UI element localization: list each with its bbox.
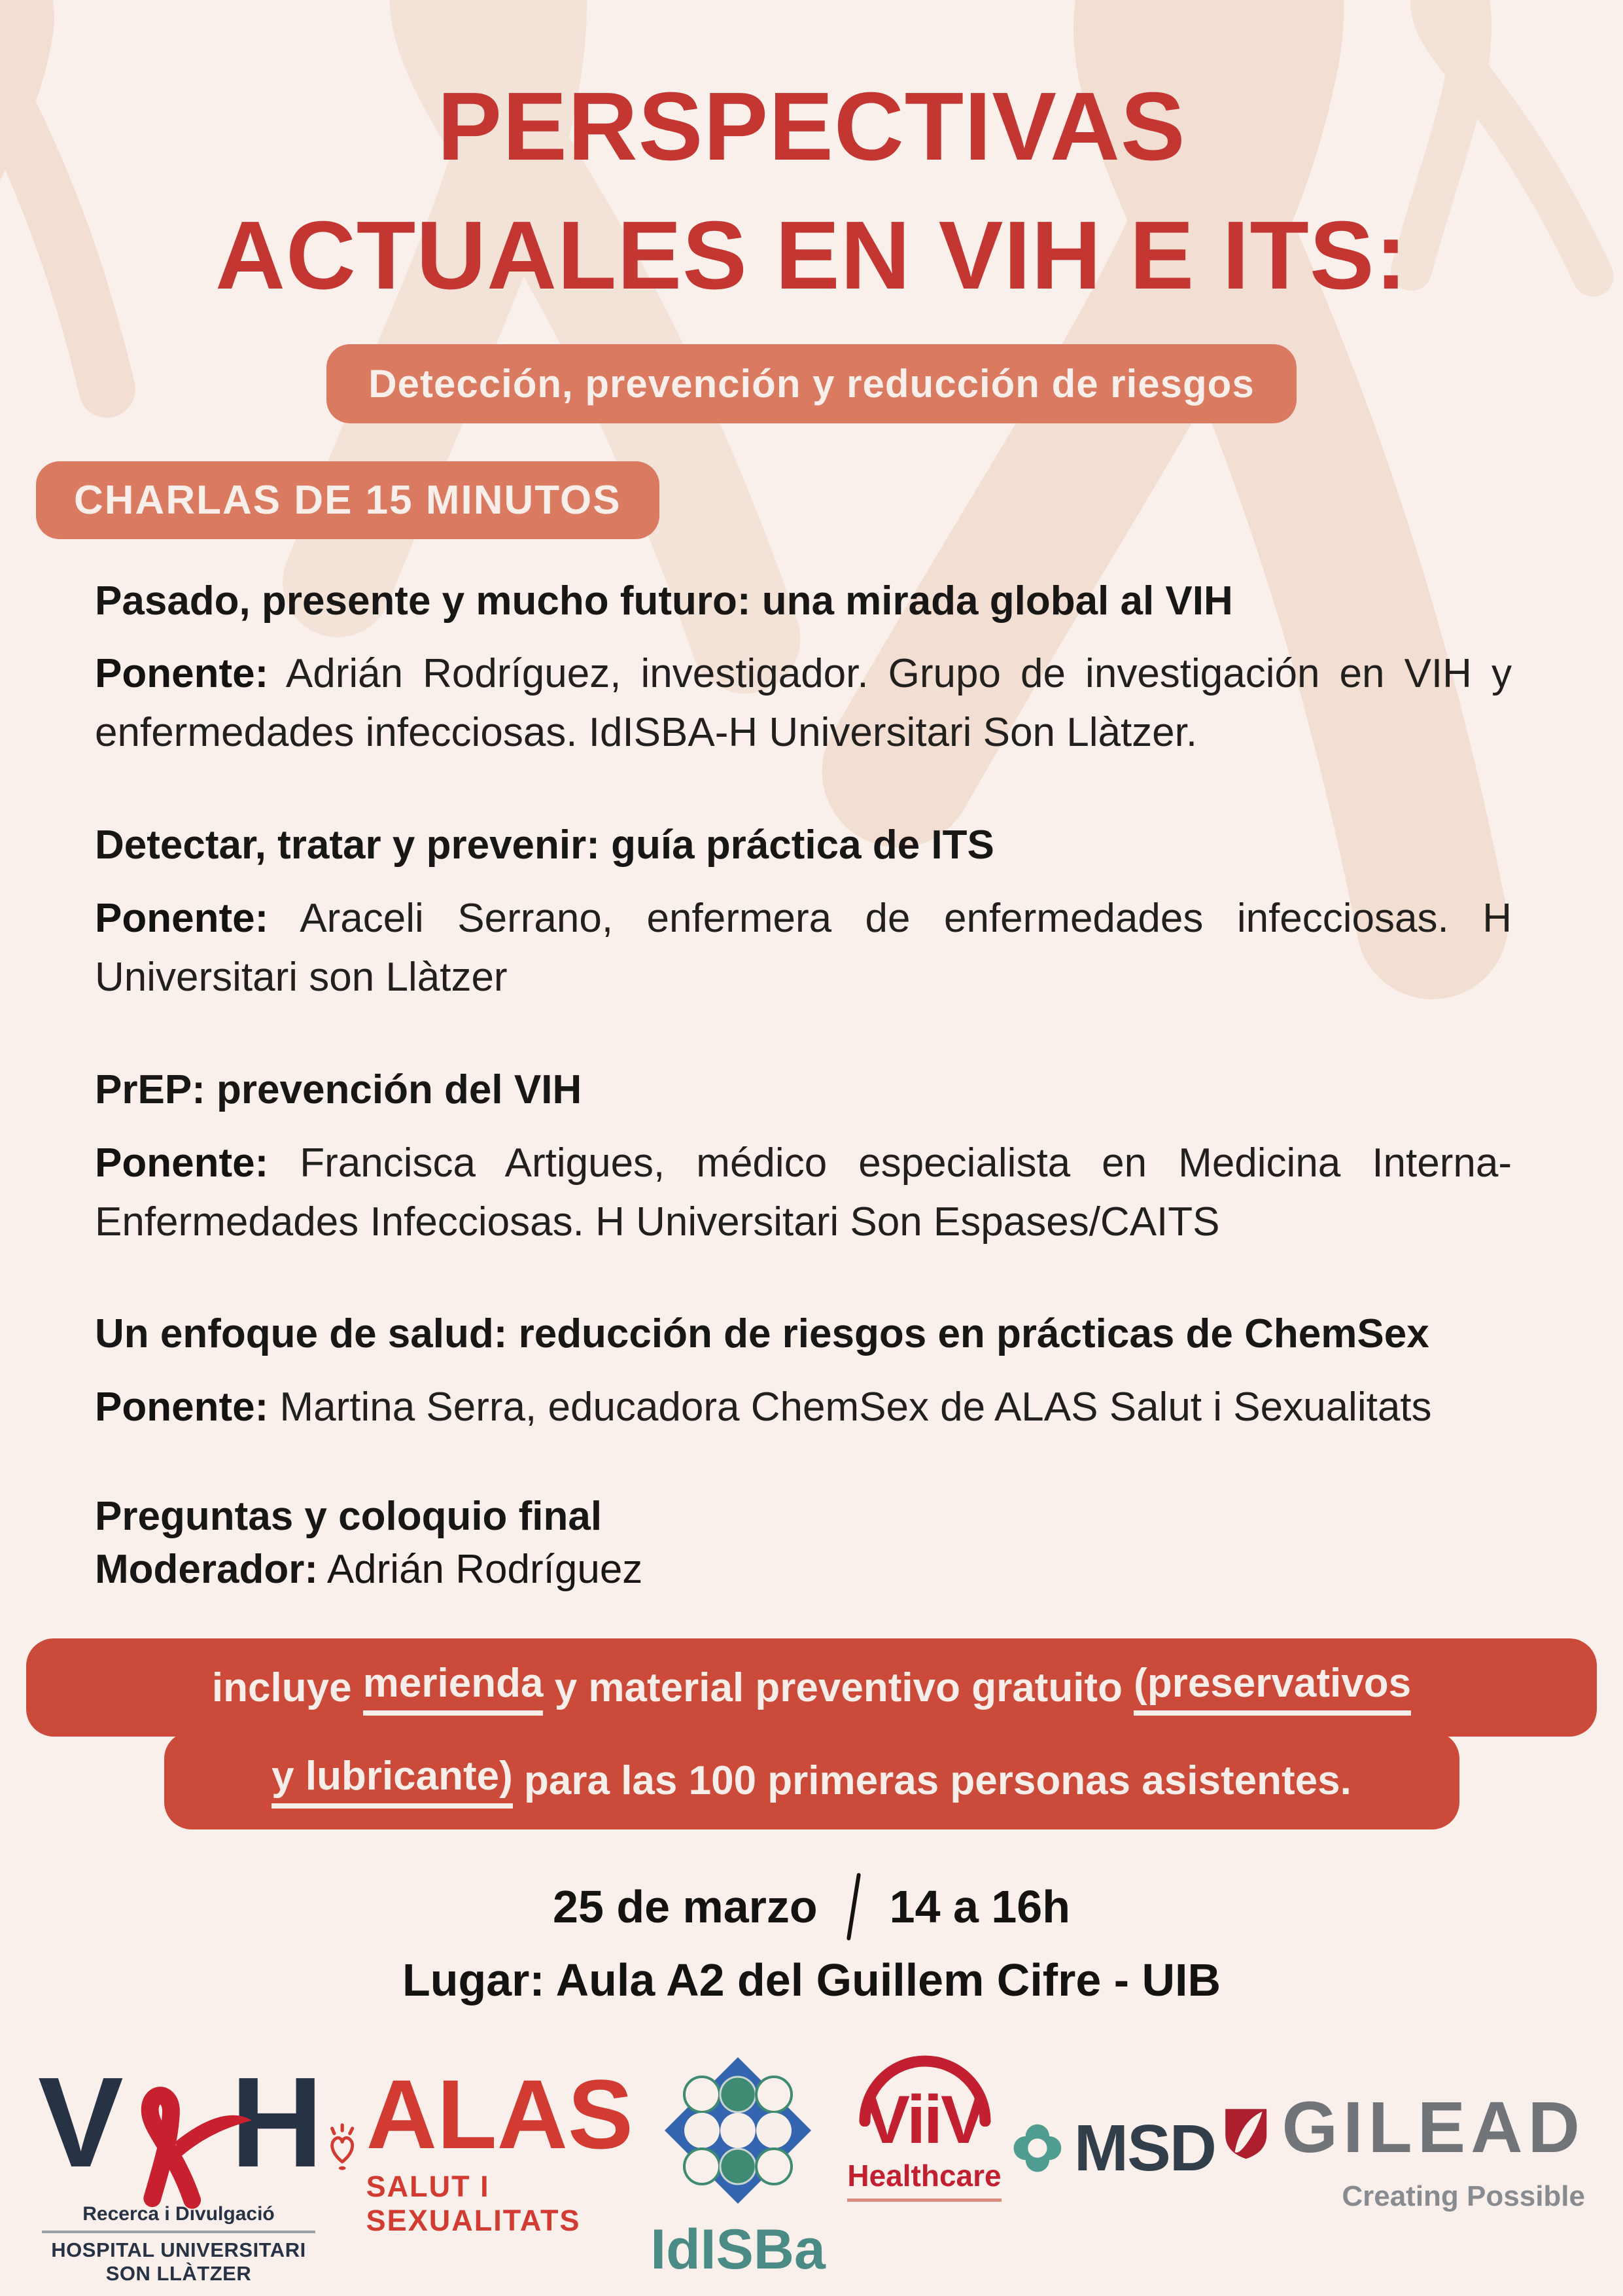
talk-speaker bbox=[95, 645, 1512, 762]
closing-title: Preguntas y coloquio final bbox=[95, 1494, 602, 1540]
banner-text: incluye bbox=[211, 1665, 363, 1710]
banner-text: para las 100 primeras personas asistentes. bbox=[512, 1757, 1352, 1803]
viiv-name: ViiV bbox=[864, 2082, 985, 2159]
talk-item bbox=[95, 1307, 1512, 1437]
event-datetime bbox=[0, 1873, 1623, 1941]
gilead-name: GILEAD bbox=[1282, 2087, 1585, 2168]
banner-underlined-text: y lubricante) bbox=[271, 1753, 513, 1809]
banner-underlined-text: (preservativos bbox=[1134, 1660, 1411, 1716]
alas-name: ALAS bbox=[366, 2059, 633, 2170]
event-time: 14 a 16h bbox=[889, 1881, 1070, 1933]
talk-item bbox=[95, 819, 1512, 1007]
logo-viiv bbox=[843, 2082, 1006, 2202]
talk-item bbox=[95, 574, 1512, 763]
closing-moderator bbox=[95, 1546, 1512, 1593]
alas-tagline: SALUT I SEXUALITATS bbox=[366, 2170, 581, 2238]
talk-title: Un enfoque de salud: reducción de riesgos en prácticas de ChemSex bbox=[95, 1311, 1429, 1357]
speaker-name: Adrián Rodríguez, investigador. Grupo de investigación en VIH y enfermedades infecciosas. IdISBA-H Universitari Son Llàtzer. bbox=[95, 651, 1512, 756]
speaker-name: Martina Serra, educadora ChemSex de ALAS Salut i Sexualitats bbox=[279, 1385, 1432, 1430]
format-row bbox=[36, 461, 1623, 539]
perk-banner-line-1 bbox=[26, 1638, 1597, 1737]
viiv-tagline: Healthcare bbox=[847, 2158, 1001, 2202]
title-line-1: PERSPECTIVAS bbox=[437, 73, 1186, 181]
speaker-label: Ponente: bbox=[95, 1140, 269, 1186]
vih-wordmark bbox=[38, 2051, 319, 2212]
idisba-name: IdISBa bbox=[650, 2218, 826, 2282]
perk-banner bbox=[0, 1638, 1623, 1829]
banner-text: y material preventivo gratuito bbox=[543, 1665, 1134, 1710]
moderator-label: Moderador: bbox=[95, 1547, 318, 1593]
title-line-2: ACTUALES EN VIH E ITS: bbox=[215, 201, 1408, 309]
logo-idisba bbox=[640, 2048, 836, 2282]
event-location: Lugar: Aula A2 del Guillem Cifre - UIB bbox=[402, 1954, 1221, 2006]
speaker-label: Ponente: bbox=[95, 1385, 269, 1430]
banner-underlined-text: merienda bbox=[363, 1660, 544, 1716]
speaker-name: Araceli Serrano, enfermera de enfermedades infecciosas. H Universitari son Llàtzer bbox=[95, 896, 1512, 1000]
alas-wordmark bbox=[366, 2059, 633, 2238]
logo-alas bbox=[326, 2059, 633, 2238]
talk-speaker bbox=[95, 1134, 1512, 1252]
subtitle-badge: Detección, prevención y reducción de riesgos bbox=[326, 344, 1296, 423]
gilead-tagline: Creating Possible bbox=[1342, 2180, 1585, 2213]
subtitle-row bbox=[0, 344, 1623, 423]
speaker-label: Ponente: bbox=[95, 651, 269, 697]
talk-title: Detectar, tratar y prevenir: guía práctica de ITS bbox=[95, 822, 994, 868]
logo-msd bbox=[1013, 2099, 1215, 2197]
msd-name: MSD bbox=[1073, 2111, 1215, 2185]
vih-tagline: Recerca i Divulgació bbox=[82, 2203, 275, 2225]
format-badge: CHARLAS DE 15 MINUTOS bbox=[36, 461, 659, 539]
vih-letter-v: V bbox=[38, 2051, 120, 2195]
perk-banner-line-2 bbox=[164, 1731, 1459, 1829]
talk-title: Pasado, presente y mucho futuro: una mirada global al VIH bbox=[95, 578, 1233, 624]
vih-hospital-name: HOSPITAL UNIVERSITARI SON LLÀTZER bbox=[51, 2238, 306, 2286]
idisba-diamond-icon bbox=[655, 2048, 820, 2213]
talk-speaker bbox=[95, 1378, 1512, 1437]
red-ribbon-icon bbox=[107, 2058, 253, 2212]
heart-rays-icon bbox=[326, 2065, 360, 2229]
logo-gilead bbox=[1222, 2087, 1585, 2213]
moderator-name: Adrián Rodríguez bbox=[326, 1547, 643, 1593]
event-date: 25 de marzo bbox=[553, 1881, 818, 1933]
gilead-wordmark bbox=[1222, 2087, 1585, 2176]
vih-letter-h: H bbox=[230, 2051, 319, 2195]
page-title bbox=[0, 63, 1623, 321]
talks-list bbox=[95, 574, 1512, 1593]
speaker-label: Ponente: bbox=[95, 896, 269, 942]
msd-circles-icon bbox=[1013, 2099, 1062, 2197]
sponsor-logos bbox=[38, 2051, 1585, 2286]
talk-speaker bbox=[95, 889, 1512, 1007]
logo-vih-son-llatzer bbox=[38, 2051, 319, 2286]
gilead-shield-icon bbox=[1222, 2090, 1270, 2176]
vih-divider bbox=[42, 2231, 315, 2233]
talk-title: PrEP: prevención del VIH bbox=[95, 1067, 582, 1112]
speaker-name: Francisca Artigues, médico especialista en Medicina Interna-Enfermedades Infecciosas. H Universitari Son Espases/CAITS bbox=[95, 1140, 1512, 1245]
talk-item bbox=[95, 1063, 1512, 1252]
datetime-divider bbox=[846, 1873, 861, 1941]
